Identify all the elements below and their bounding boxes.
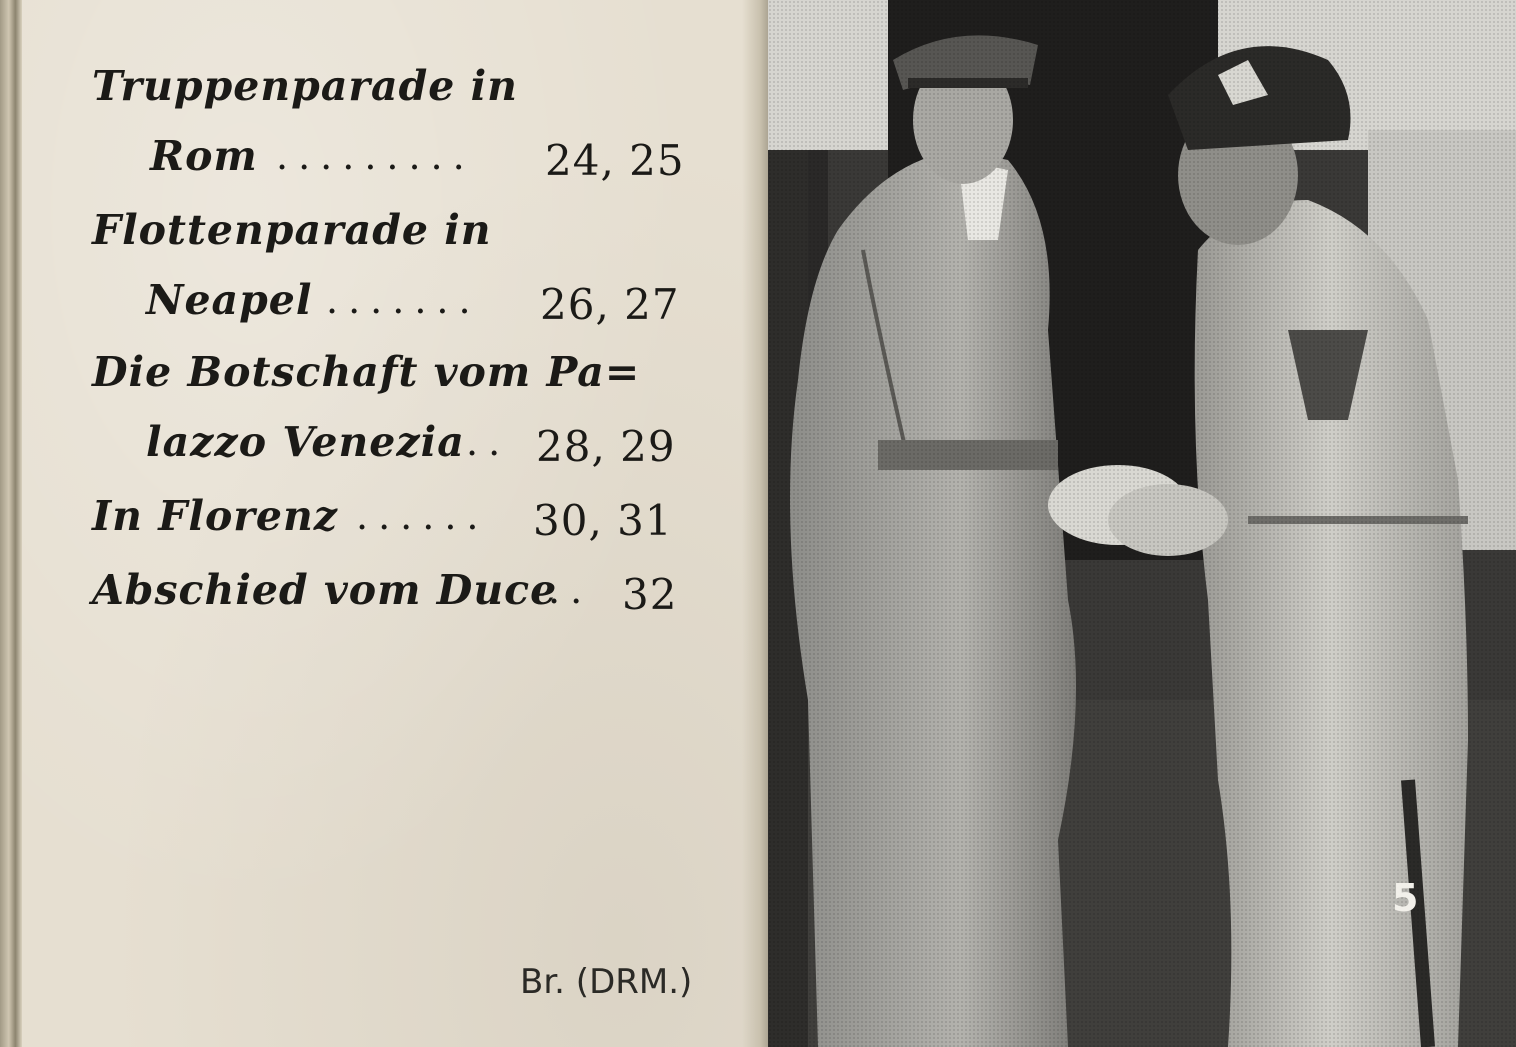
toc-entry-title: In Florenz xyxy=(92,492,339,540)
toc-page-numbers: 24, 25 xyxy=(545,136,685,185)
toc-entry-title-cont: Rom xyxy=(150,132,258,180)
toc-entry-title: Die Botschaft vom Pa= xyxy=(92,348,641,396)
toc-page-numbers: 28, 29 xyxy=(536,422,676,471)
toc-entry-title: Truppenparade in xyxy=(92,62,518,110)
page-number: 5 xyxy=(1392,876,1419,920)
toc-leader-dots: ...... xyxy=(356,494,489,538)
toc-leader-dots: ....... xyxy=(326,278,481,322)
toc-page-numbers: 30, 31 xyxy=(533,496,673,545)
toc-leader-dots: ......... xyxy=(276,134,475,178)
toc-page-numbers: 26, 27 xyxy=(540,280,680,329)
toc-leader-dots: .. xyxy=(466,420,511,464)
toc-entry-title: Abschied vom Duce xyxy=(92,566,558,614)
toc-page-numbers: 32 xyxy=(622,570,678,619)
toc-entry-title-cont: lazzo Venezia xyxy=(146,418,465,466)
photo-credit: Br. (DRM.) xyxy=(520,962,693,1002)
toc-entry-title: Flottenparade in xyxy=(92,206,492,254)
photograph xyxy=(768,0,1516,1047)
toc-leader-dots: .. xyxy=(548,568,593,612)
toc-entry-title-cont: Neapel xyxy=(146,276,313,324)
